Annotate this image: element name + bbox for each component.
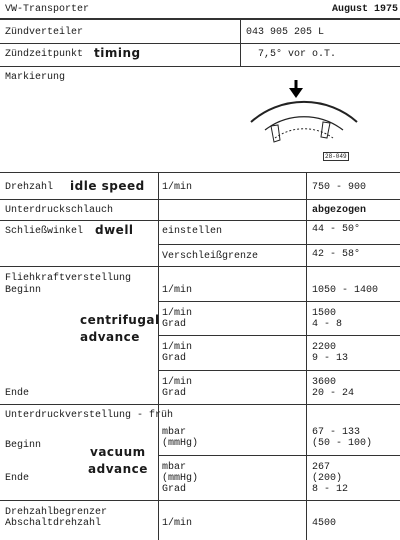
unit-column-divider [158,172,159,540]
sub-row-divider [158,370,400,371]
vacuum-note-1: vacuum [90,445,146,459]
vehicle-title: VW-Transporter [5,4,90,15]
pulley-inner-arc [265,117,343,130]
row-divider [0,43,400,44]
centrifugal-b4-unit2: Grad [162,388,187,399]
idle-speed-unit: 1/min [162,182,193,193]
vacuum-title: Unterdruckverstellung - früh [5,410,174,421]
pulley-outer-arc [251,102,357,122]
row-divider [0,66,400,67]
centrifugal-b3-unit2: Grad [162,353,187,364]
row-divider [0,199,400,200]
idle-speed-label: Drehzahl [5,182,54,193]
vacuum-b1-unit1: mbar [162,427,187,438]
centrifugal-b3-unit1: 1/min [162,342,193,353]
centrifugal-note-2: advance [80,330,140,344]
centrifugal-b1-value: 1050 - 1400 [312,285,379,296]
marking-label: Markierung [5,72,66,83]
vacuum-b2-unit1: mbar [162,462,187,473]
centrifugal-b2-value1: 1500 [312,308,337,319]
centrifugal-b3-value2: 9 - 13 [312,353,349,364]
centrifugal-b4-unit1: 1/min [162,377,193,388]
vacuum-b2-value3: 8 - 12 [312,484,349,495]
vacuum-b1-value2: (50 - 100) [312,438,373,449]
centrifugal-note-1: centrifugal [80,313,160,327]
vacuum-b2-unit2: (mmHg) [162,473,199,484]
vacuum-b1-unit2: (mmHg) [162,438,199,449]
dwell-label: Schließwinkel [5,226,84,237]
vacuum-note-2: advance [88,462,148,476]
vacuum-b2-unit3: Grad [162,484,187,495]
centrifugal-b2-unit2: Grad [162,319,187,330]
centrifugal-b2-unit1: 1/min [162,308,193,319]
timing-value: 7,5° vor o.T. [258,49,337,60]
header-rule [0,18,400,20]
row-divider [0,220,400,221]
vacuum-b2-value2: (200) [312,473,343,484]
dwell-note: dwell [95,223,134,237]
centrifugal-b4-value1: 3600 [312,377,337,388]
sub-row-divider [158,301,400,302]
distributor-label: Zündverteiler [5,27,84,38]
row-divider [0,266,400,267]
centrifugal-title: Fliehkraftverstellung [5,273,132,284]
timing-arrow-icon [289,88,303,98]
limiter-label: Drehzahlbegrenzer [5,507,108,518]
distributor-value: 043 905 205 L [246,27,325,38]
sub-row-divider [158,244,400,245]
vacuum-b1-value1: 67 - 133 [312,427,361,438]
centrifugal-begin-label: Beginn [5,285,42,296]
value-column-divider [306,172,307,540]
centrifugal-b1-unit: 1/min [162,285,193,296]
pulley-hub-arc [275,129,333,138]
sub-row-divider [158,335,400,336]
timing-note: timing [94,46,141,60]
cutoff-speed-unit: 1/min [162,518,193,529]
row-divider [0,404,400,405]
idle-speed-value: 750 - 900 [312,182,367,193]
centrifugal-b4-value2: 20 - 24 [312,388,355,399]
timing-label: Zündzeitpunkt [5,49,84,60]
row-divider [0,172,400,173]
centrifugal-b3-value1: 2200 [312,342,337,353]
dwell-wear-label: Verschleißgrenze [162,251,259,262]
top-value-divider [240,18,241,66]
vacuum-b2-value1: 267 [312,462,331,473]
centrifugal-b2-value2: 4 - 8 [312,319,343,330]
cutoff-speed-value: 4500 [312,518,337,529]
document-date: August 1975 [332,4,399,15]
dwell-wear-value: 42 - 58° [312,249,361,260]
cutoff-speed-label: Abschaltdrehzahl [5,518,102,529]
vacuum-begin-label: Beginn [5,440,42,451]
pulley-notch-left [271,125,280,142]
centrifugal-end-label: Ende [5,388,30,399]
row-divider [0,500,400,501]
idle-speed-note: idle speed [70,179,145,193]
dwell-set-label: einstellen [162,226,223,237]
vacuum-hose-label: Unterdruckschlauch [5,205,114,216]
figure-code: 28-049 [325,153,347,160]
vacuum-end-label: Ende [5,473,30,484]
vacuum-hose-value: abgezogen [312,205,367,216]
sub-row-divider [158,455,400,456]
dwell-set-value: 44 - 50° [312,224,361,235]
